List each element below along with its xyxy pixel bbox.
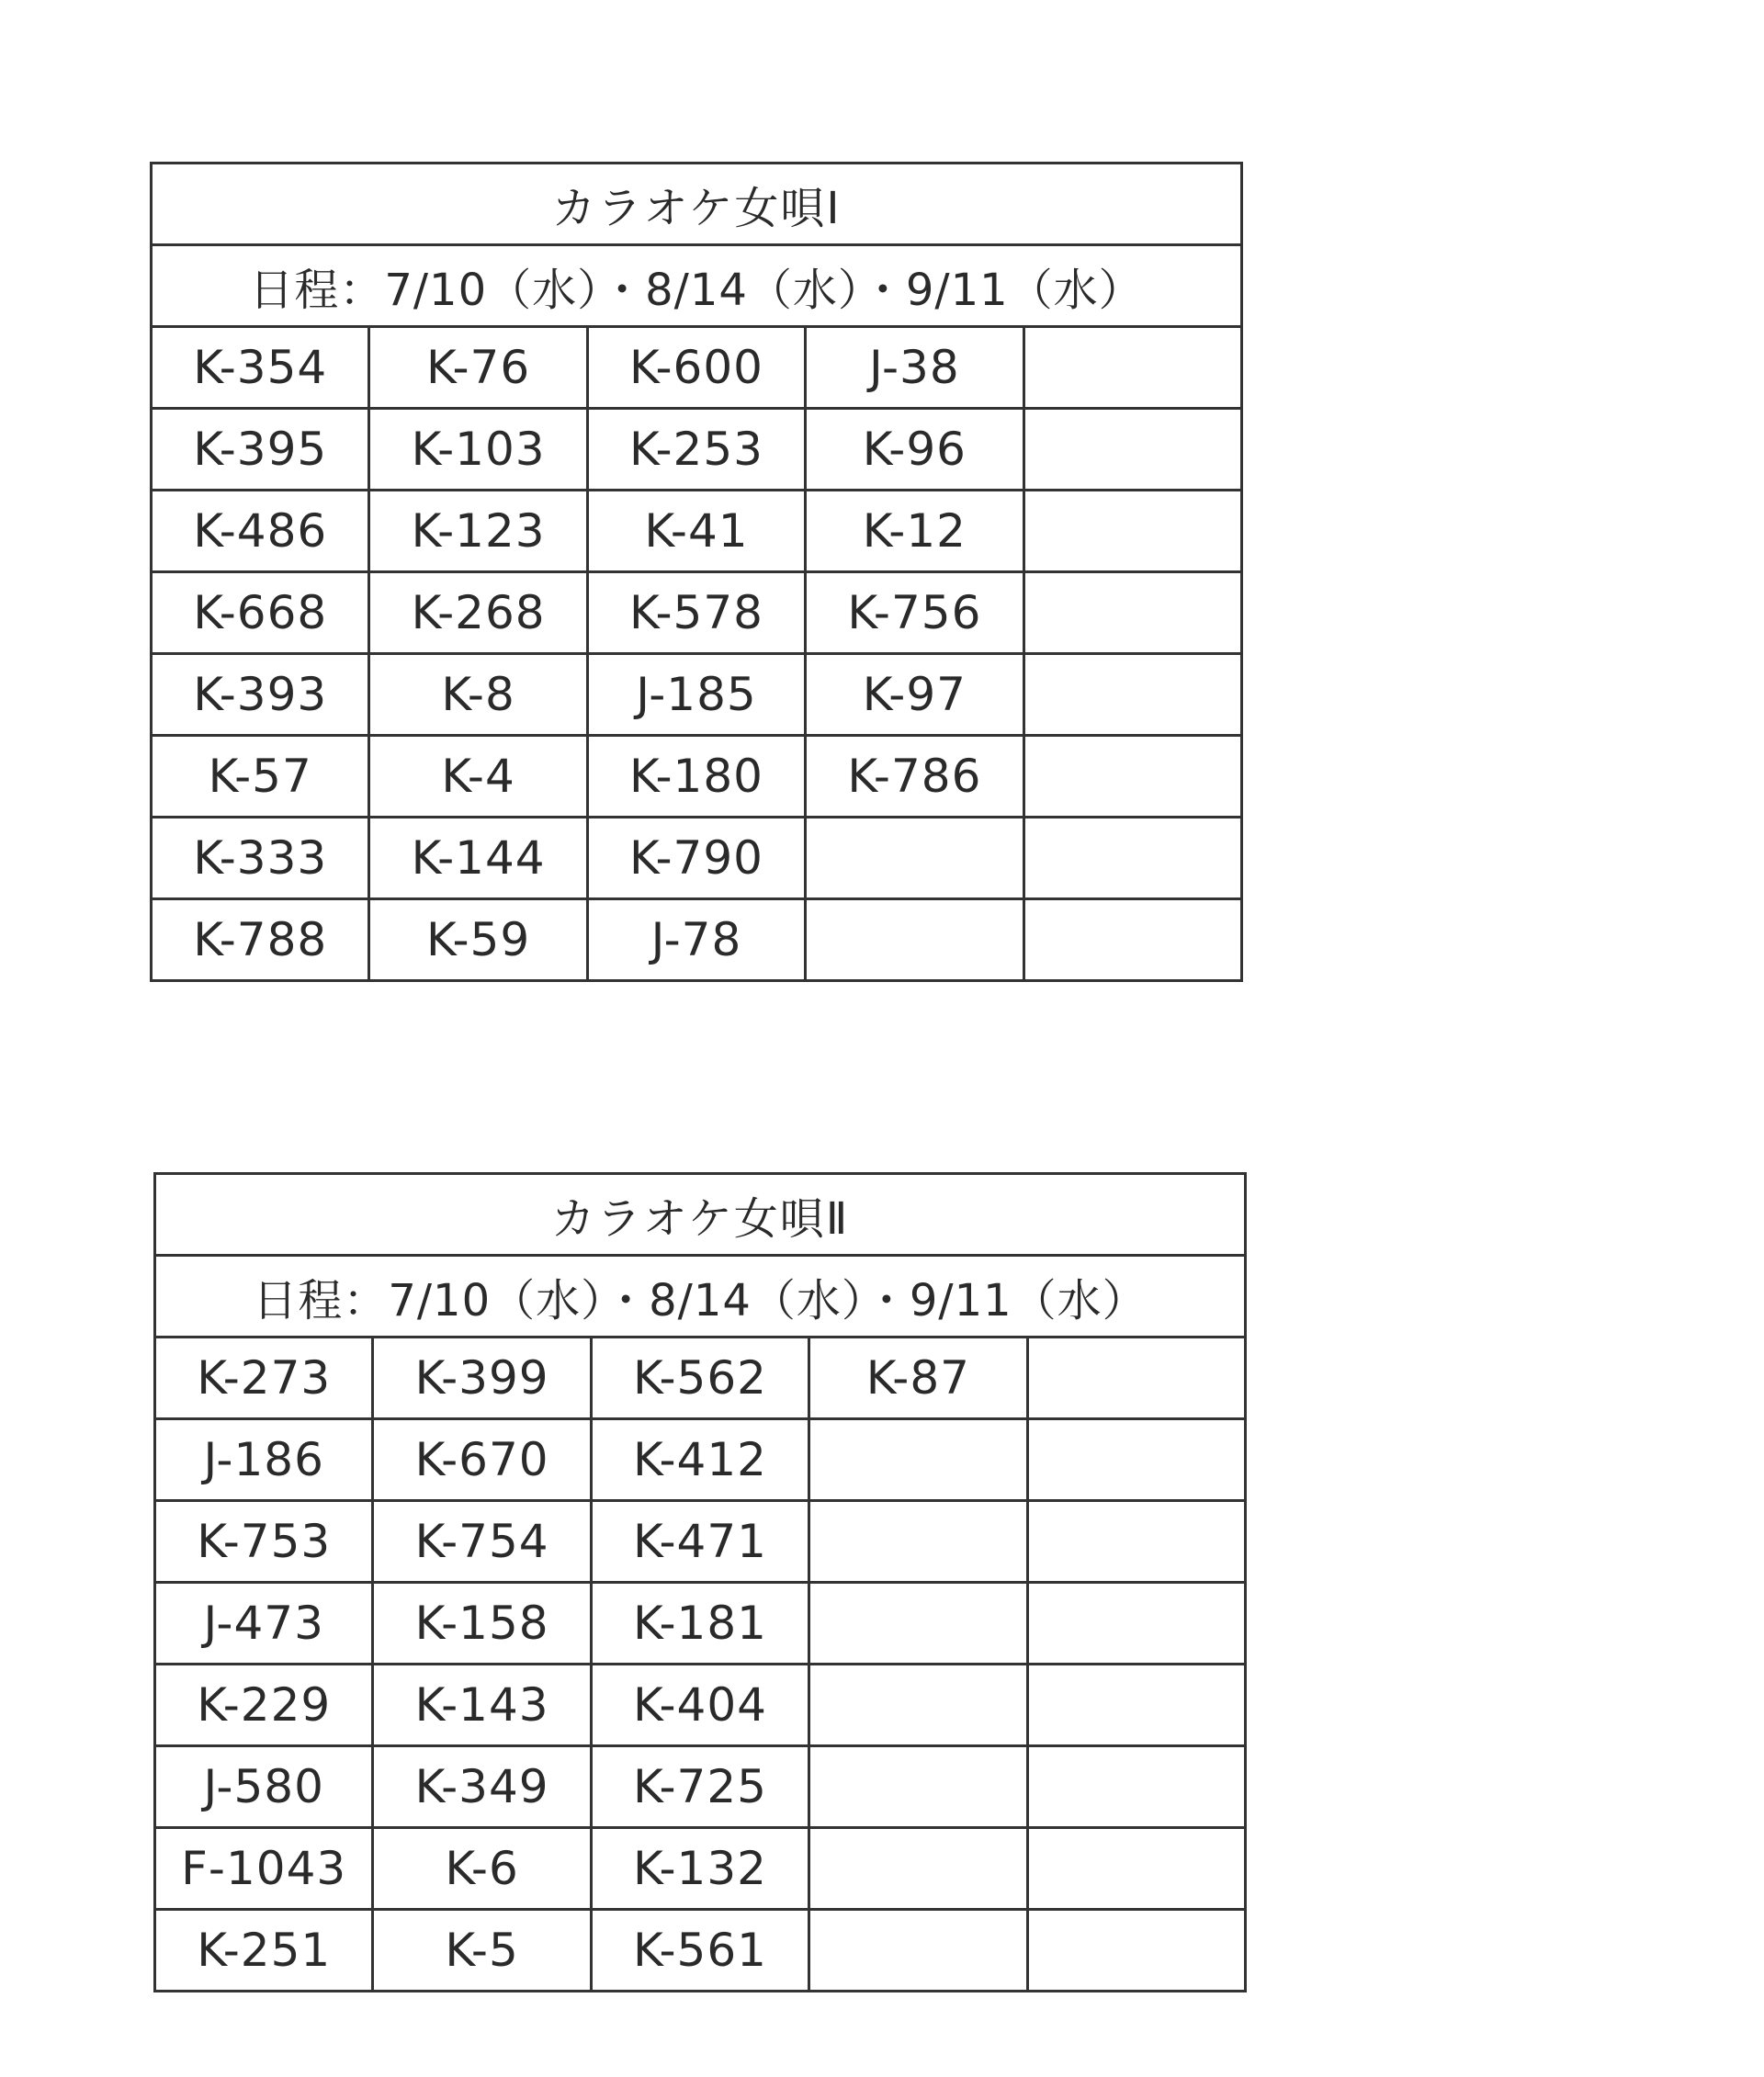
song-code-cell: K-668 bbox=[152, 572, 369, 654]
song-code-cell bbox=[809, 1419, 1027, 1501]
song-code-cell: K-181 bbox=[591, 1583, 808, 1665]
song-code-cell: J-473 bbox=[155, 1583, 373, 1665]
song-code-cell bbox=[806, 899, 1023, 981]
table-schedule-row bbox=[155, 1256, 1246, 1338]
song-code-cell bbox=[1023, 491, 1241, 572]
song-code-cell: K-600 bbox=[587, 327, 805, 409]
song-code-cell: K-790 bbox=[587, 818, 805, 899]
table-title: カラオケ女唄Ⅰ bbox=[152, 164, 1242, 245]
song-code-cell: K-399 bbox=[373, 1338, 591, 1419]
song-code-cell bbox=[1027, 1583, 1245, 1665]
table-row bbox=[155, 1828, 1246, 1910]
song-code-cell bbox=[1023, 327, 1241, 409]
table-title-row bbox=[152, 164, 1242, 245]
song-code-cell: K-404 bbox=[591, 1665, 808, 1746]
song-code-cell: K-132 bbox=[591, 1828, 808, 1910]
song-code-cell: K-393 bbox=[152, 654, 369, 736]
song-code-cell: K-670 bbox=[373, 1419, 591, 1501]
song-code-cell: K-753 bbox=[155, 1501, 373, 1583]
song-code-cell: K-788 bbox=[152, 899, 369, 981]
song-code-cell bbox=[806, 818, 1023, 899]
song-code-cell: K-756 bbox=[806, 572, 1023, 654]
song-code-cell: K-143 bbox=[373, 1665, 591, 1746]
song-code-cell: K-561 bbox=[591, 1910, 808, 1992]
song-table-2 bbox=[153, 1172, 1247, 1992]
song-code-cell bbox=[1023, 818, 1241, 899]
song-code-cell: K-5 bbox=[373, 1910, 591, 1992]
song-code-cell: K-144 bbox=[369, 818, 587, 899]
song-table-1 bbox=[150, 162, 1243, 982]
table-row bbox=[155, 1501, 1246, 1583]
song-code-cell: J-78 bbox=[587, 899, 805, 981]
song-code-cell: K-349 bbox=[373, 1746, 591, 1828]
song-code-cell bbox=[809, 1828, 1027, 1910]
song-code-cell: K-87 bbox=[809, 1338, 1027, 1419]
song-code-cell: J-185 bbox=[587, 654, 805, 736]
song-code-cell: J-186 bbox=[155, 1419, 373, 1501]
song-code-cell bbox=[809, 1910, 1027, 1992]
song-code-cell bbox=[809, 1583, 1027, 1665]
table-row bbox=[152, 327, 1242, 409]
table-row bbox=[155, 1338, 1246, 1419]
song-code-cell bbox=[809, 1746, 1027, 1828]
song-code-cell: K-268 bbox=[369, 572, 587, 654]
song-code-cell: K-97 bbox=[806, 654, 1023, 736]
table-row bbox=[152, 736, 1242, 818]
song-code-cell bbox=[1027, 1828, 1245, 1910]
song-code-cell: K-578 bbox=[587, 572, 805, 654]
song-code-cell bbox=[1023, 654, 1241, 736]
song-code-cell bbox=[1023, 409, 1241, 491]
table-row bbox=[152, 491, 1242, 572]
song-code-cell: K-786 bbox=[806, 736, 1023, 818]
song-code-cell: K-123 bbox=[369, 491, 587, 572]
song-code-cell bbox=[1023, 736, 1241, 818]
table-row bbox=[152, 899, 1242, 981]
song-code-cell: K-754 bbox=[373, 1501, 591, 1583]
song-code-cell: K-41 bbox=[587, 491, 805, 572]
song-code-cell: K-180 bbox=[587, 736, 805, 818]
table-row bbox=[152, 572, 1242, 654]
song-table-2-body bbox=[155, 1174, 1246, 1992]
song-code-cell: J-38 bbox=[806, 327, 1023, 409]
table-row bbox=[155, 1910, 1246, 1992]
song-code-cell bbox=[1023, 899, 1241, 981]
song-code-cell: K-8 bbox=[369, 654, 587, 736]
song-code-cell: K-158 bbox=[373, 1583, 591, 1665]
song-code-cell: K-4 bbox=[369, 736, 587, 818]
table-row bbox=[155, 1665, 1246, 1746]
table-row bbox=[155, 1746, 1246, 1828]
song-code-cell: K-76 bbox=[369, 327, 587, 409]
song-code-cell bbox=[809, 1665, 1027, 1746]
song-code-cell: K-6 bbox=[373, 1828, 591, 1910]
song-code-cell: K-251 bbox=[155, 1910, 373, 1992]
song-code-cell: K-96 bbox=[806, 409, 1023, 491]
song-code-cell: K-57 bbox=[152, 736, 369, 818]
song-code-cell: K-725 bbox=[591, 1746, 808, 1828]
table-title-row bbox=[155, 1174, 1246, 1256]
song-code-cell: K-333 bbox=[152, 818, 369, 899]
song-code-cell: K-103 bbox=[369, 409, 587, 491]
table-row bbox=[155, 1583, 1246, 1665]
song-code-cell: K-354 bbox=[152, 327, 369, 409]
song-code-cell: K-273 bbox=[155, 1338, 373, 1419]
song-code-cell: K-59 bbox=[369, 899, 587, 981]
song-code-cell bbox=[1027, 1910, 1245, 1992]
song-code-cell bbox=[1027, 1501, 1245, 1583]
table-schedule-row bbox=[152, 245, 1242, 327]
table-row bbox=[155, 1419, 1246, 1501]
song-code-cell: K-412 bbox=[591, 1419, 808, 1501]
song-code-cell: K-12 bbox=[806, 491, 1023, 572]
song-code-cell: J-580 bbox=[155, 1746, 373, 1828]
table-row bbox=[152, 818, 1242, 899]
song-code-cell bbox=[1027, 1419, 1245, 1501]
song-code-cell bbox=[1023, 572, 1241, 654]
song-code-cell: K-253 bbox=[587, 409, 805, 491]
song-code-cell bbox=[1027, 1746, 1245, 1828]
song-code-cell: K-486 bbox=[152, 491, 369, 572]
song-code-cell: K-395 bbox=[152, 409, 369, 491]
song-table-1-body bbox=[152, 164, 1242, 981]
song-code-cell bbox=[1027, 1338, 1245, 1419]
song-code-cell bbox=[809, 1501, 1027, 1583]
song-code-cell bbox=[1027, 1665, 1245, 1746]
song-code-cell: F-1043 bbox=[155, 1828, 373, 1910]
table-schedule: 日程：7/10（水）・8/14（水）・9/11（水） bbox=[155, 1256, 1246, 1338]
table-row bbox=[152, 409, 1242, 491]
song-code-cell: K-562 bbox=[591, 1338, 808, 1419]
table-schedule: 日程：7/10（水）・8/14（水）・9/11（水） bbox=[152, 245, 1242, 327]
song-code-cell: K-471 bbox=[591, 1501, 808, 1583]
table-row bbox=[152, 654, 1242, 736]
song-code-cell: K-229 bbox=[155, 1665, 373, 1746]
table-title: カラオケ女唄Ⅱ bbox=[155, 1174, 1246, 1256]
